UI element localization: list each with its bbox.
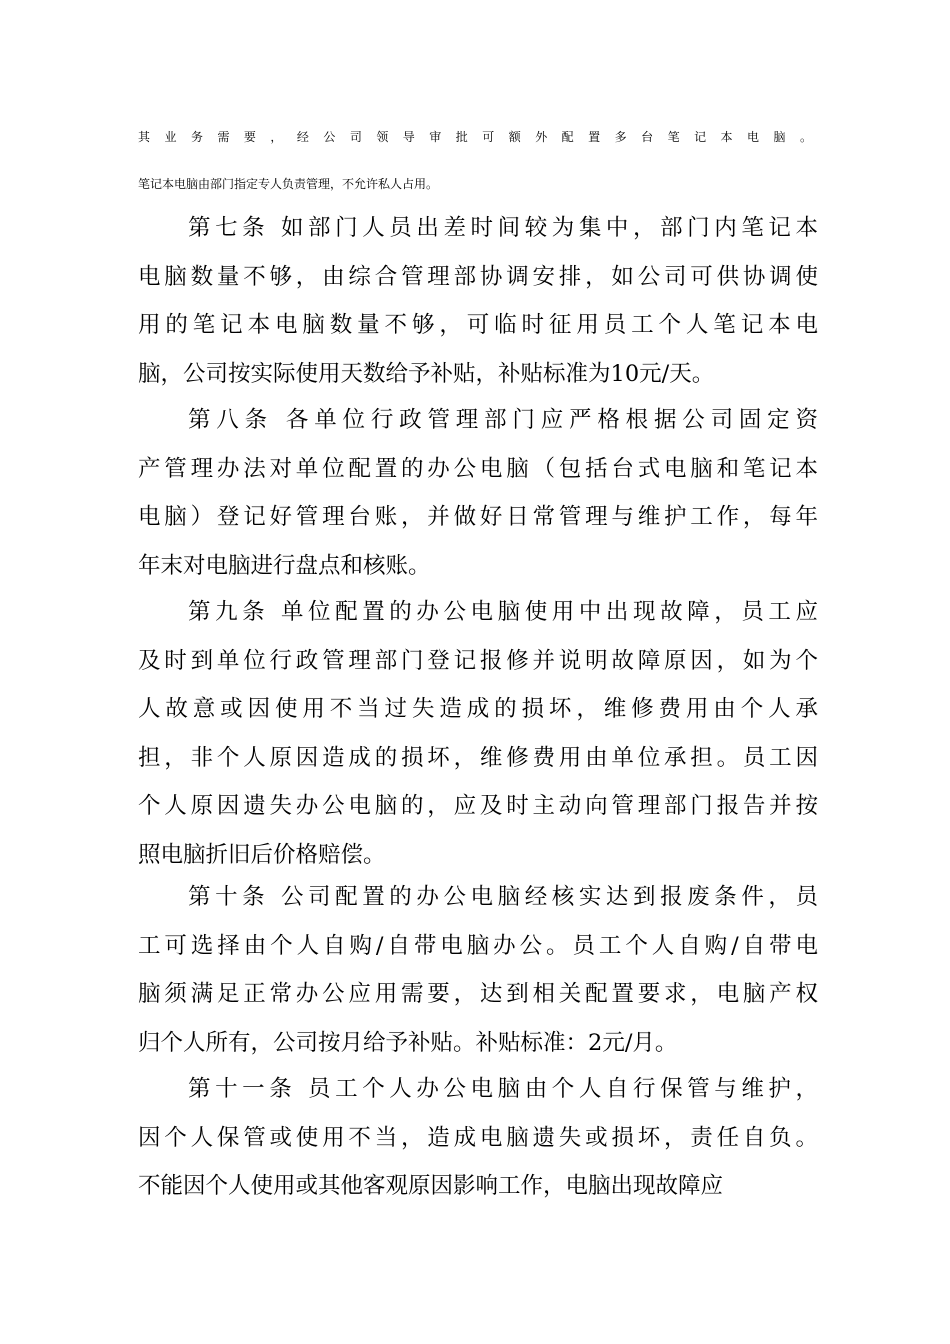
article-10-line-2: 工可选择由个人自购/自带电脑办公。员工个人自购/自带电 <box>138 932 818 959</box>
article-11-line-3: 不能因个人使用或其他客观原因影响工作，电脑出现故障应 <box>138 1173 724 1199</box>
article-11-paragraph <box>138 1065 818 1211</box>
article-8-line-2: 产管理办法对单位配置的办公电脑（包括台式电脑和笔记本 <box>138 455 818 482</box>
article-9-paragraph <box>138 588 818 879</box>
article-9-line-1: 第九条 单位配置的办公电脑使用中出现故障，员工应 <box>188 599 818 625</box>
article-10-paragraph <box>138 873 818 1067</box>
article-8-line-3: 电脑）登记好管理台账，并做好日常管理与维护工作，每年 <box>138 504 818 530</box>
article-10-line-4: 归个人所有，公司按月给予补贴。补贴标准：2元/月。 <box>138 1029 678 1056</box>
article-9-line-6: 照电脑折旧后价格赔偿。 <box>138 841 386 868</box>
article-10-line-3: 脑须满足正常办公应用需要，达到相关配置要求，电脑产权 <box>138 981 818 1007</box>
small-text-line-1: 其业务需要，经公司领导审批可额外配置多台笔记本电脑。 <box>138 130 812 144</box>
article-9-line-5: 个人原因遗失办公电脑的，应及时主动向管理部门报告并按 <box>138 793 818 819</box>
article-7-line-4: 脑，公司按实际使用天数给予补贴，补贴标准为10元/天。 <box>138 360 715 387</box>
article-7-line-1: 第七条 如部门人员出差时间较为集中，部门内笔记本 <box>188 215 818 241</box>
article-11-line-2: 因个人保管或使用不当，造成电脑遗失或损坏，责任自负。 <box>138 1124 818 1151</box>
article-7-paragraph <box>138 204 818 398</box>
article-9-line-2: 及时到单位行政管理部门登记报修并说明故障原因，如为个 <box>138 647 818 674</box>
small-text-line-2: 笔记本电脑由部门指定专人负责管理，不允许私人占用。 <box>138 177 439 191</box>
article-7-line-3: 用的笔记本电脑数量不够，可临时征用员工个人笔记本电 <box>138 312 818 338</box>
article-10-line-1: 第十条 公司配置的办公电脑经核实达到报废条件，员 <box>188 884 818 910</box>
article-11-line-1: 第十一条 员工个人办公电脑由个人自行保管与维护， <box>188 1076 818 1102</box>
article-8-line-4: 年末对电脑进行盘点和核账。 <box>138 552 431 579</box>
article-8-line-1: 第八条 各单位行政管理部门应严格根据公司固定资 <box>188 407 818 433</box>
article-8-paragraph <box>138 396 818 590</box>
article-9-line-4: 担，非个人原因造成的损坏，维修费用由单位承担。员工因 <box>138 744 818 771</box>
article-7-line-2: 电脑数量不够，由综合管理部协调安排，如公司可供协调使 <box>138 263 818 290</box>
article-9-line-3: 人故意或因使用不当过失造成的损坏，维修费用由个人承 <box>138 696 818 722</box>
